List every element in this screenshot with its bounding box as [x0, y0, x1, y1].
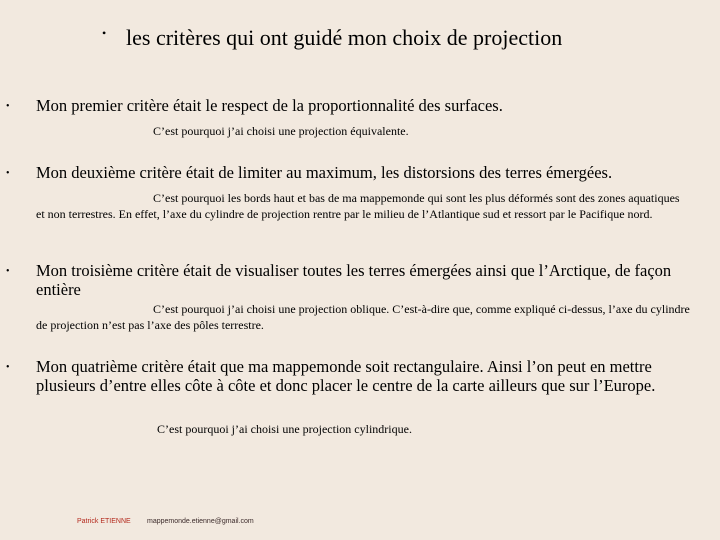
bullet-2: •: [6, 168, 10, 179]
criterion-3: Mon troisième critère était de visualiser toutes les terres émergées ainsi que l’Arctique, de façon entière: [36, 261, 672, 299]
footer-author: Patrick ETIENNE: [77, 518, 131, 525]
bullet-1: •: [6, 101, 10, 112]
criterion-1-detail: C’est pourquoi j’ai choisi une projection équivalente.: [153, 124, 409, 138]
page-title: les critères qui ont guidé mon choix de projection: [126, 25, 563, 50]
title-bullet: •: [102, 26, 107, 40]
criterion-2: Mon deuxième critère était de limiter au maximum, les distorsions des terres émergées.: [36, 163, 613, 182]
bullet-4: •: [6, 362, 10, 373]
criterion-1: Mon premier critère était le respect de la proportionnalité des surfaces.: [36, 96, 503, 115]
criterion-4-detail: C’est pourquoi j’ai choisi une projection cylindrique.: [157, 422, 412, 436]
criterion-2-detail: C’est pourquoi les bords haut et bas de ma mappemonde qui sont les plus déformés sont des zones aquatiques et non terrestres. En effet, l’axe du cylindre de projection rentre par le milieu de l’Atlantique sud et ressort par le Pacifique nord.: [36, 191, 680, 221]
bullet-3: •: [6, 266, 10, 277]
footer-email: mappemonde.etienne@gmail.com: [147, 518, 254, 525]
criterion-3-detail: C’est pourquoi j’ai choisi une projection oblique. C’est-à-dire que, comme expliqué ci-dessus, l’axe du cylindre de projection n’est pas l’axe des pôles terrestre.: [36, 302, 690, 332]
criterion-4: Mon quatrième critère était que ma mappemonde soit rectangulaire. Ainsi l’on peut en mettre plusieurs d’entre elles côte à côte et donc placer le centre de la carte ailleurs que sur l’Europe.: [36, 357, 656, 395]
